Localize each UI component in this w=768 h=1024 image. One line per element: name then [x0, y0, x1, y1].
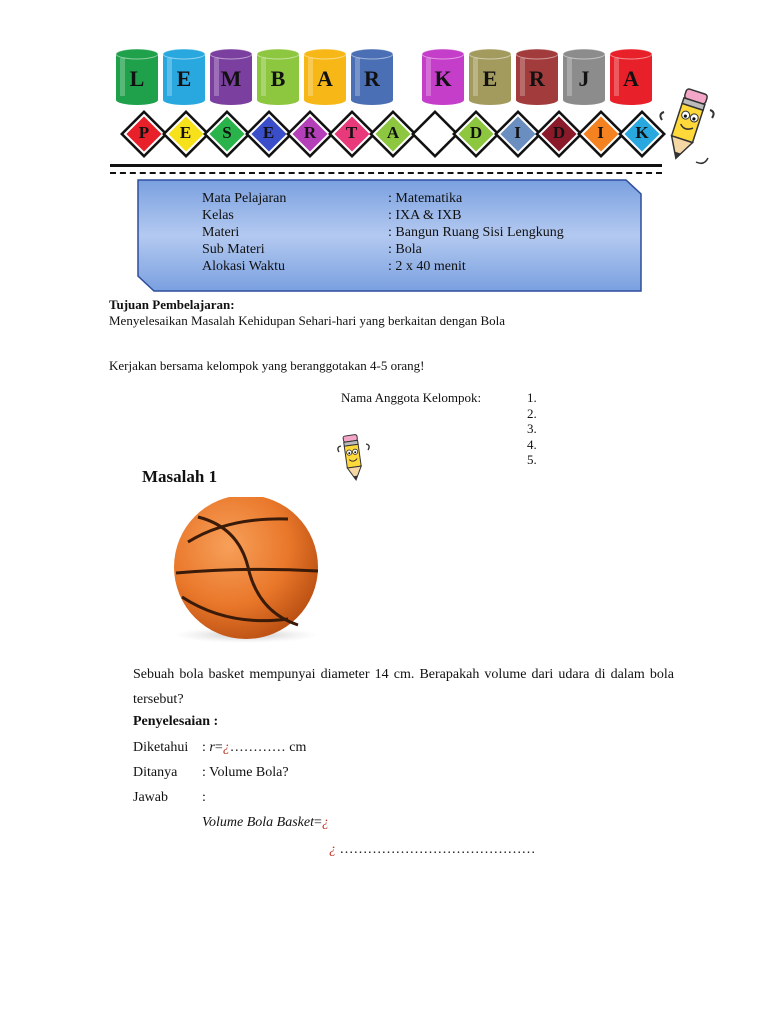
- subtitle-letter: A: [386, 123, 400, 142]
- known-dots: ………… cm: [229, 740, 307, 755]
- asked-value: : Volume Bola?: [202, 765, 289, 780]
- info-label: Sub Materi: [202, 242, 265, 257]
- subtitle-letter: S: [222, 123, 232, 142]
- header-rule: [110, 164, 662, 167]
- member-number: 4.: [527, 436, 537, 452]
- volume-placeholder-glyph: ¿: [321, 815, 329, 830]
- radius-variable: r: [209, 740, 215, 755]
- subtitle-letter: R: [303, 123, 317, 142]
- title-letter: K: [434, 66, 452, 91]
- title-letter: M: [220, 66, 242, 91]
- title-letter: J: [578, 66, 590, 91]
- info-value: : Bangun Ruang Sisi Lengkung: [388, 225, 564, 240]
- title-letter-can: [162, 48, 206, 106]
- title-letter: A: [317, 66, 333, 91]
- info-value: : Bola: [388, 242, 422, 257]
- title-letter: L: [129, 66, 145, 91]
- info-row: [202, 190, 564, 207]
- info-row: [202, 224, 564, 241]
- title-letter: E: [176, 66, 192, 91]
- subtitle-letter: E: [179, 123, 192, 142]
- info-row: [202, 258, 564, 275]
- title-letter-can: [350, 48, 394, 106]
- info-value: : IXA & IXB: [388, 208, 462, 223]
- info-value: : Matematika: [388, 191, 463, 206]
- group-members-label: Nama Anggota Kelompok:: [341, 390, 482, 405]
- title-letter-can: [515, 48, 559, 106]
- problem-text: Sebuah bola basket mempunyai diameter 14 cm. Berapakah volume dari udara di dalam bola tersebut?: [133, 667, 674, 707]
- title-letter-can: [209, 48, 253, 106]
- answer-placeholder-glyph: ¿: [329, 842, 336, 857]
- small-pencil-icon: [336, 432, 372, 489]
- known-prefix: :: [202, 740, 210, 755]
- answer-dots: ……………………………………: [339, 842, 536, 857]
- answer-line: [329, 842, 536, 858]
- member-number: 2.: [527, 405, 537, 421]
- answer-colon: :: [202, 790, 206, 805]
- subtitle-letter: K: [635, 123, 649, 142]
- title-letter-can: [303, 48, 347, 106]
- title-peserta-didik: [118, 108, 658, 164]
- title-letter: A: [623, 66, 639, 91]
- info-row: [202, 207, 564, 224]
- placeholder-glyph: ¿: [222, 740, 230, 755]
- subtitle-letter: E: [262, 123, 275, 142]
- title-letter-can: [256, 48, 300, 106]
- volume-label: Volume Bola Basket: [202, 815, 314, 830]
- info-label: Materi: [202, 225, 240, 240]
- known-value: [202, 740, 306, 756]
- problem-title: Masalah 1: [142, 467, 218, 486]
- title-letter-can: [468, 48, 512, 106]
- info-label: Kelas: [202, 208, 234, 223]
- subtitle-letter: D: [552, 123, 566, 142]
- asked-label: Ditanya: [133, 765, 178, 780]
- volume-expression: [202, 815, 329, 831]
- subject-info-box: [136, 178, 643, 293]
- info-label: Alokasi Waktu: [202, 259, 285, 274]
- info-label: Mata Pelajaran: [202, 191, 287, 206]
- title-letter: B: [270, 66, 286, 91]
- answer-label: Jawab: [133, 790, 168, 805]
- subtitle-letter: I: [514, 123, 521, 142]
- info-value: : 2 x 40 menit: [388, 259, 466, 274]
- title-lembar-kerja: [115, 48, 660, 108]
- member-number: 5.: [527, 452, 537, 467]
- subtitle-letter: T: [345, 123, 358, 142]
- known-label: Diketahui: [133, 740, 189, 755]
- header-dashed-rule: [110, 172, 662, 174]
- objective-heading: Tujuan Pembelajaran:: [109, 297, 235, 312]
- subtitle-letter: P: [138, 123, 150, 142]
- subtitle-letter: D: [469, 123, 483, 142]
- member-number: 3.: [527, 421, 537, 436]
- solution-heading: Penyelesaian :: [133, 714, 219, 729]
- title-letter: R: [364, 66, 380, 91]
- group-instruction: Kerjakan bersama kelompok yang beranggotakan 4-5 orang!: [109, 358, 425, 373]
- title-letter: E: [482, 66, 498, 91]
- info-row: [202, 241, 564, 258]
- basketball-image: [168, 497, 328, 652]
- title-letter-can: [562, 48, 606, 106]
- title-letter-can: [421, 48, 465, 106]
- title-letter-can: [115, 48, 159, 106]
- title-letter-can: [609, 48, 653, 106]
- title-letter: R: [529, 66, 545, 91]
- group-members-list: [527, 390, 537, 468]
- pencil-mascot-icon: [656, 84, 718, 173]
- objective-text: Menyelesaikan Masalah Kehidupan Sehari-hari yang berkaitan dengan Bola: [109, 313, 505, 328]
- member-number: 1.: [527, 390, 537, 405]
- known-equals: =: [214, 740, 223, 755]
- subtitle-letter: I: [597, 123, 604, 142]
- volume-equals: =: [313, 815, 322, 830]
